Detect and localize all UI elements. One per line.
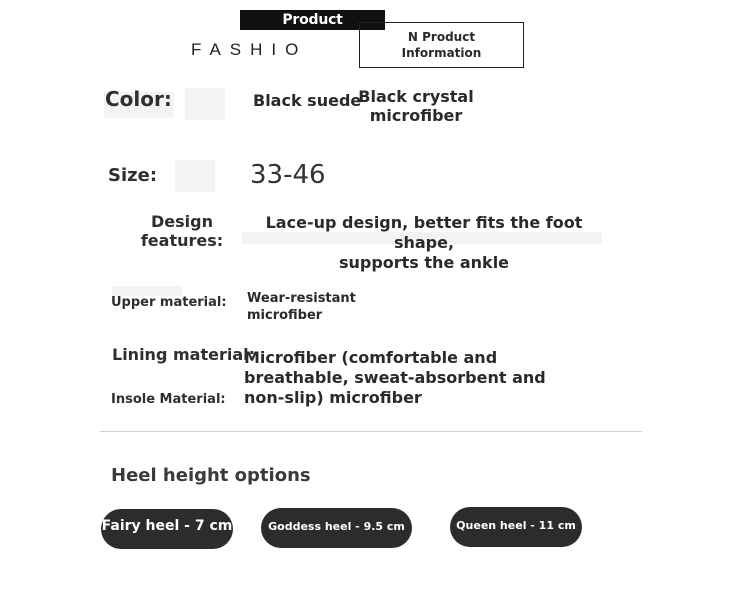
color-option-line-2: microfiber — [369, 106, 463, 125]
section-divider — [100, 431, 642, 432]
upper-value-line-1: Wear-resistant — [247, 291, 356, 306]
size-value: 33-46 — [250, 160, 326, 190]
color-label: Color: — [105, 87, 172, 111]
product-information-box — [359, 22, 524, 68]
design-value-line-1: Lace-up design, better fits the foot shape, — [265, 213, 583, 252]
box-line-1: N Product — [407, 30, 476, 44]
lining-material-label: Lining material: — [112, 345, 255, 364]
color-option-black-crystal — [358, 87, 474, 125]
shade-block — [175, 160, 215, 192]
lining-value-line-1: Microfiber (comfortable and — [244, 348, 498, 367]
upper-material-label: Upper material: — [111, 295, 227, 310]
lining-material-value — [244, 348, 546, 408]
design-label-line-1: Design — [151, 212, 213, 231]
lining-value-line-2: breathable, sweat-absorbent and — [244, 368, 546, 387]
design-features-value — [244, 213, 604, 273]
shade-block — [185, 88, 225, 120]
insole-material-label: Insole Material: — [111, 392, 226, 407]
lining-value-line-3: non-slip) microfiber — [244, 388, 422, 407]
color-option-line-1: Black crystal — [358, 87, 474, 106]
heel-option-goddess[interactable]: Goddess heel - 9.5 cm — [261, 508, 412, 548]
upper-value-line-2: microfiber — [247, 308, 323, 323]
heel-height-heading: Heel height options — [111, 465, 311, 486]
box-line-2: Information — [401, 46, 482, 60]
design-label-line-2: features: — [140, 231, 224, 250]
upper-material-value — [247, 290, 356, 324]
design-value-line-2: supports the ankle — [338, 253, 510, 272]
design-features-label — [122, 212, 242, 250]
size-label: Size: — [108, 165, 158, 186]
color-option-black-suede: Black suede — [253, 91, 362, 110]
product-information-title: Product Information — [240, 10, 385, 30]
heel-option-queen[interactable]: Queen heel - 11 cm — [450, 507, 582, 547]
heel-option-fairy[interactable]: Fairy heel - 7 cm — [101, 509, 233, 549]
brand-name: FASHIO — [191, 40, 308, 59]
